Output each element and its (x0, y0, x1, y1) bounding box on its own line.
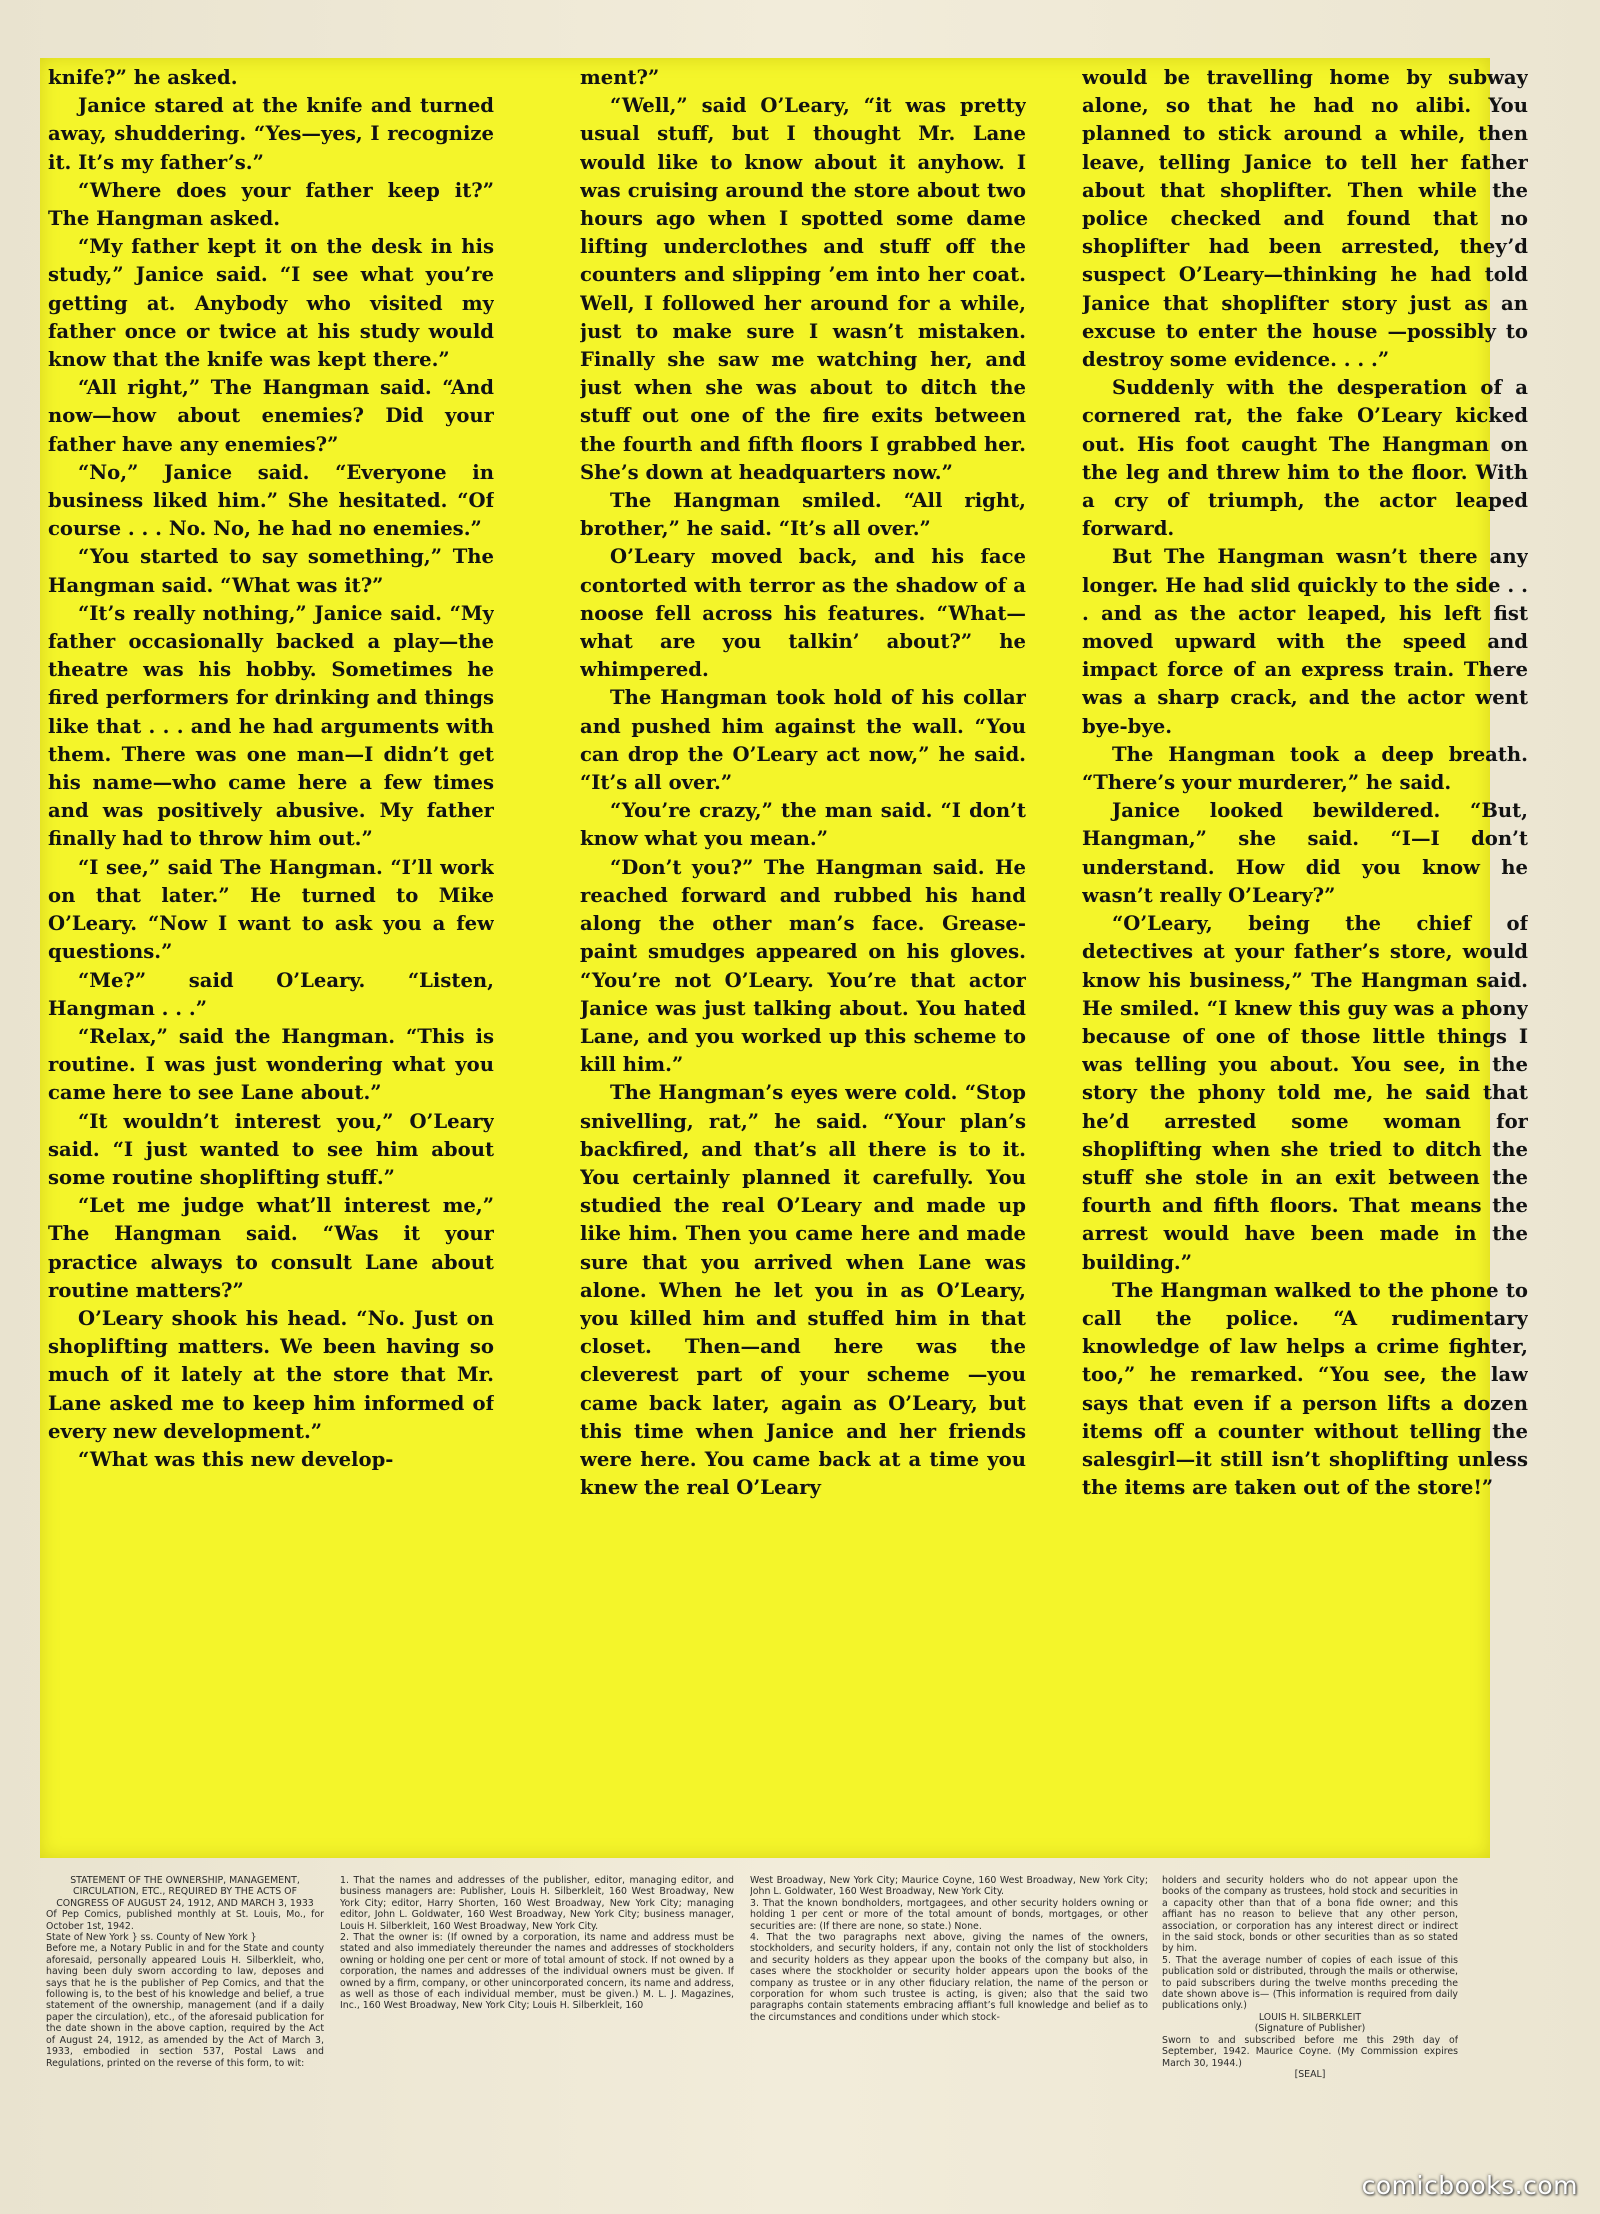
story-column-2 (580, 64, 1026, 1850)
ownership-statement-column-1 (46, 1875, 324, 2195)
statement-intro: Of Pep Comics, published monthly at St. Louis, Mo., for October 1st, 1942. (46, 1909, 324, 1932)
statement-item-2: 2. That the owner is: (If owned by a corporation, its name and address must be stated and also immediately thereunder the names and addresses of stockholders owning or holding one per cent or more of total amount of stock. If not owned by a corporation, the names and addresses of the individual owners must be given. If owned by a firm, company, or other unincorporated concern, its name and address, as well as those of each individual member, must be given.) M. L. J. Magazines, Inc., 160 West Broadway, New York City; Louis H. Silberkleit, 160 (340, 1932, 734, 2012)
statement-item-4: 4. That the two paragraphs next above, giving the names of the owners, stockholders, and security holders, if any, contain not only the list of stockholders and security holders as they appear upon the books of the company but also, in cases where the stockholder or security holder appears upon the books of the company as trustee or in any other fiduciary relation, the name of the person or corporation for whom such trustee is acting, is given; also that the said two paragraphs contain statements embracing affiant’s full knowledge and belief as to the circumstances and conditions under which stock- (750, 1932, 1148, 2023)
paragraph: “You started to say something,” The Hangman said. “What was it?” (48, 545, 494, 597)
paragraph: “Don’t you?” The Hangman said. He reached forward and rubbed his hand along the other man’s face. Grease-paint smudges appeared on his gloves. “You’re not O’Leary. You’re that actor Janice was just talking about. You hated Lane, and you worked up this scheme to kill him.” (580, 855, 1026, 1077)
statement-item-3: 3. That the known bondholders, mortgagees, and other security holders owning or holding 1 per cent or more of the total amount of bonds, mortgages, or other securities are: (If there are none, so state.) None. (750, 1897, 1148, 1932)
paragraph: The Hangman took a deep breath. “There’s your murderer,” he said. (1082, 742, 1528, 795)
paragraph: “Where does your father keep it?” The Hangman asked. (48, 178, 494, 231)
story-column-1 (48, 64, 494, 1850)
paragraph: Janice stared at the knife and turned away, shuddering. “Yes—yes, I recognize it. It’s my father’s.” (48, 94, 494, 174)
paragraph: Janice looked bewildered. “But, Hangman,” she said. “I—I don’t understand. How did you know he wasn’t really O’Leary?” (1082, 799, 1528, 907)
story-column-3 (1082, 64, 1528, 1850)
statement-item-1: 1. That the names and addresses of the publisher, editor, managing editor, and business managers are: Publisher, Louis H. Silberkleit, 160 West Broadway, New York City; editor, Harry Shorten, 160 West Broadway, New York City; managing editor, John L. Goldwater, 160 West Broadway, New York City; business manager, Louis H. Silberkleit, 160 West Broadway, New York City. (340, 1875, 734, 1932)
ownership-statement-column-4 (1162, 1875, 1458, 2195)
paragraph: “Relax,” said the Hangman. “This is routine. I was just wondering what you came here to see Lane about.” (48, 1024, 494, 1105)
statement-affidavit: Before me, a Notary Public in and for the State and county aforesaid, personally appeared Louis H. Silberkleit, who, having been duly sworn according to law, deposes and says that he is the publisher of Pep Comics, and that the following is, to the best of his knowledge and belief, a true statement of the ownership, management (and if a daily paper the circulation), etc., of the aforesaid publication for the date shown in the above caption, required by the Act of August 24, 1912, as amended by the Act of March 3, 1933, embodied in section 537, Postal Laws and Regulations, printed on the reverse of this form, to wit: (46, 1943, 324, 2069)
statement-item-4-cont: holders and security holders who do not appear upon the books of the company as trustees, hold stock and securities in a capacity other than that of a bona fide owner; and this affiant has no reason to believe that any other person, association, or corporation has any interest direct or indirect in the said stock, bonds or other securities than as so stated by him. (1162, 1875, 1458, 1955)
paragraph: “What was this new develop- (78, 1447, 394, 1471)
paragraph: knife?” he asked. (48, 66, 238, 89)
ownership-statement-column-2 (340, 1875, 734, 2195)
paragraph: But The Hangman wasn’t there any longer. He had slid quickly to the side . . . and as the actor leaped, his left fist moved upward with the speed and impact force of an express train. There was a sharp crack, and the actor went bye-bye. (1082, 545, 1528, 738)
site-watermark: comicbooks.com (1361, 2171, 1578, 2200)
paragraph: “Well,” said O’Leary, “it was pretty usual stuff, but I thought Mr. Lane would like to know about it anyhow. I was cruising around the store about two hours ago when I spotted some dame lifting underclothes and stuff off the counters and slipping ’em into her coat. Well, I followed her around for a while, just to make sure I wasn’t mistaken. Finally she saw me watching her, and just when she was about to ditch the stuff out one of the fire exits between the fourth and fifth floors I grabbed her. She’s down at headquarters now.” (580, 94, 1026, 484)
paragraph: “My father kept it on the desk in his study,” Janice said. “I see what you’re getting at. Anybody who visited my father once or twice at his study would know that the knife was kept there.” (48, 235, 494, 372)
paragraph: “O’Leary, being the chief of detectives at your father’s store, would know his business,” The Hangman said. He smiled. “I knew this guy was a phony because of one of those little things I was telling you about. You see, in the story the phony told me, he said that he’d arrested some woman for shoplifting when she tried to ditch the stuff she stole in an exit between the fourth and fifth floors. That means the arrest would have been made in the building.” (1082, 912, 1528, 1274)
paragraph: O’Leary moved back, and his face contorted with terror as the shadow of a noose fell across his features. “What—what are you talkin’ about?” he whimpered. (580, 545, 1026, 682)
paragraph: The Hangman took hold of his collar and pushed him against the wall. “You can drop the O’Leary act now,” he said. “It’s all over.” (580, 686, 1026, 795)
statement-heading: STATEMENT OF THE OWNERSHIP, MANAGEMENT, CIRCULATION, ETC., REQUIRED BY THE ACTS OF CONGRESS OF AUGUST 24, 1912, AND MARCH 3, 1933 (56, 1875, 314, 1909)
paragraph: “You’re crazy,” the man said. “I don’t know what you mean.” (580, 799, 1026, 851)
paragraph: The Hangman smiled. “All right, brother,” he said. “It’s all over.” (580, 489, 1026, 541)
sworn-statement: Sworn to and subscribed before me this 29th day of September, 1942. Maurice Coyne. (My Commission expires March 30, 1944.) (1162, 2034, 1458, 2069)
statement-item-2-cont: West Broadway, New York City; Maurice Coyne, 160 West Broadway, New York City; John L. Goldwater, 160 West Broadway, New York City. (750, 1875, 1148, 1898)
paragraph: “It wouldn’t interest you,” O’Leary said. “I just wanted to see him about some routine shoplifting stuff.” (48, 1109, 494, 1189)
paragraph: ment?” (580, 66, 660, 89)
ownership-statement-column-3 (750, 1875, 1148, 2195)
paragraph: “Me?” said O’Leary. “Listen, Hangman . . .” (48, 968, 494, 1020)
paragraph: The Hangman’s eyes were cold. “Stop snivelling, rat,” he said. “Your plan’s backfired, and that’s all there is to it. You certainly planned it carefully. You studied the real O’Leary and made up like him. Then you came here and made sure that you arrived when Lane was alone. When he let you in as O’Leary, you killed him and stuffed him in that closet. Then—and here was the cleverest part of your scheme —you came back later, again as O’Leary, but this time when Janice and her friends were here. You came back at a time you knew the real O’Leary (580, 1081, 1026, 1500)
paragraph: would be travelling home by subway alone, so that he had no alibi. You planned to stick around a while, then leave, telling Janice to tell her father about that shoplifter. Then while the police checked and found that no shoplifter had been arrested, they’d suspect O’Leary—thinking he had told Janice that shoplifter story just as an excuse to enter the house —possibly to destroy some evidence. . . .” (1082, 66, 1528, 372)
paragraph: “I see,” said The Hangman. “I’ll work on that later.” He turned to Mike O’Leary. “Now I want to ask you a few questions.” (48, 855, 494, 964)
notary-seal: [SEAL] (1294, 2068, 1326, 2080)
publisher-signature: LOUIS H. SILBERKLEIT (1258, 2011, 1362, 2023)
paragraph: “Let me judge what’ll interest me,” The Hangman said. “Was it your practice always to consult Lane about routine matters?” (48, 1194, 494, 1302)
paragraph: The Hangman walked to the phone to call the police. “A rudimentary knowledge of law helps a crime fighter, too,” he remarked. “You see, the law says that even if a person lifts a dozen items off a counter without telling the salesgirl—it still isn’t shoplifting unless the items are taken out of the store!” (1082, 1278, 1528, 1500)
paragraph: “No,” Janice said. “Everyone in business liked him.” She hesitated. “Of course . . . No. No, he had no enemies.” (48, 460, 494, 541)
paragraph: Suddenly with the desperation of a cornered rat, the fake O’Leary kicked out. His foot caught The Hangman on the leg and threw him to the floor. With a cry of triumph, the actor leaped forward. (1082, 376, 1528, 541)
paragraph: “It’s really nothing,” Janice said. “My father occasionally backed a play—the theatre was his hobby. Sometimes he fired performers for drinking and things like that . . . and he had arguments with them. There was one man—I didn’t get his name—who came here a few times and was positively abusive. My father finally had to throw him out.” (48, 601, 494, 851)
statement-item-5: 5. That the average number of copies of each issue of this publication sold or distributed, through the mails or otherwise, to paid subscribers during the twelve months preceding the date shown above is— (This information is required from daily publications only.) (1162, 1954, 1458, 2012)
statement-venue: State of New York } ss. County of New York } (46, 1932, 257, 1944)
paragraph: O’Leary shook his head. “No. Just on shoplifting matters. We been having so much of it lately at the store that Mr. Lane asked me to keep him informed of every new development.” (48, 1306, 494, 1443)
paragraph: “All right,” The Hangman said. “And now—how about enemies? Did your father have any enemies?” (48, 376, 494, 456)
signature-caption: (Signature of Publisher) (1254, 2023, 1366, 2035)
